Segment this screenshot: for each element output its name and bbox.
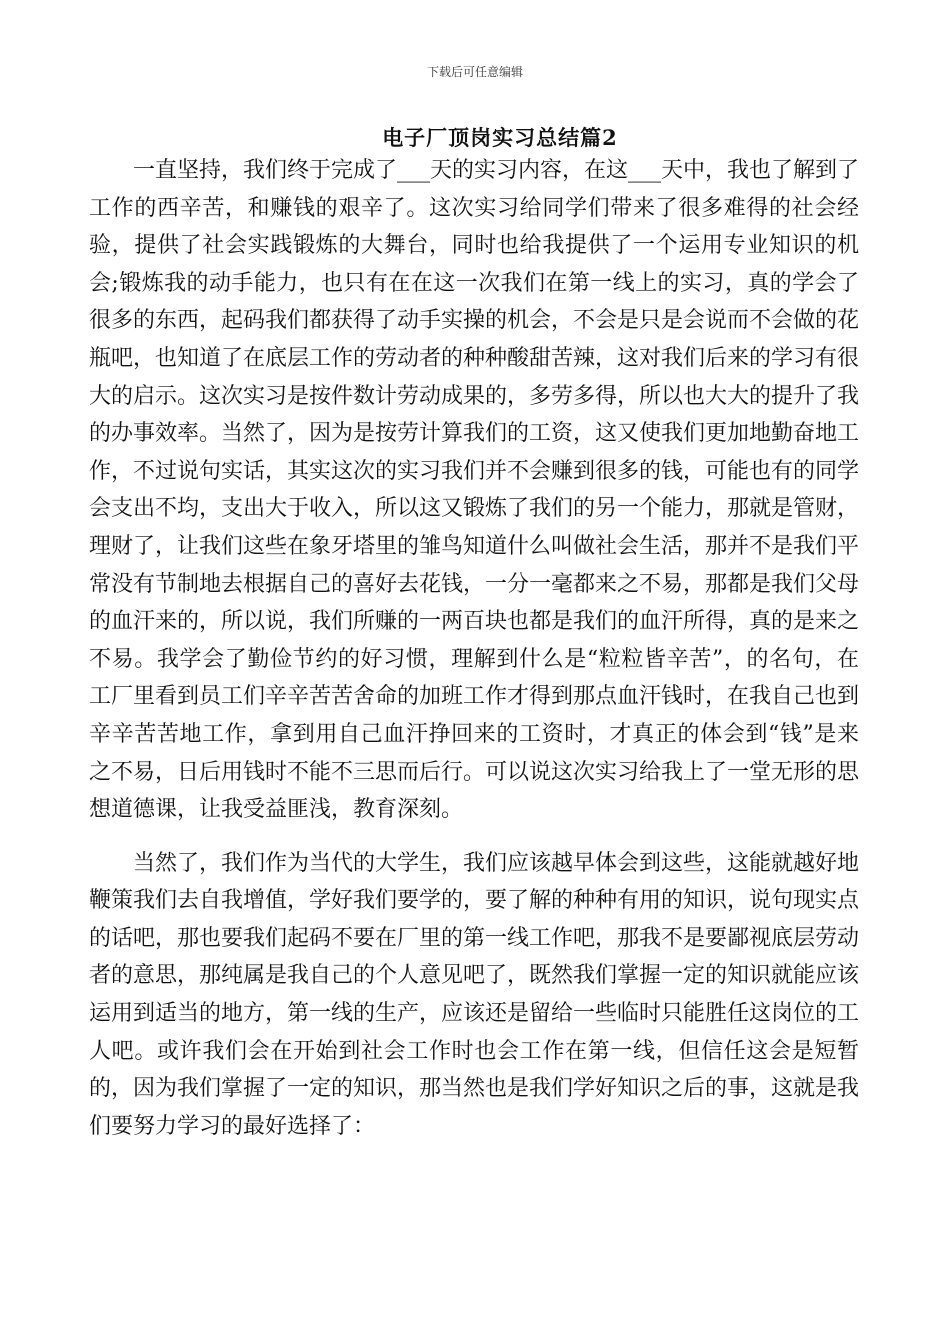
paragraph-1: 一直坚持，我们终于完成了___天的实习内容，在这___天中，我也了解到了工作的西辛苦，和赚钱的艰辛了。这次实习给同学们带来了很多难得的社会经验，提供了社会实践锻炼的大舞台，同时也给我提供了一个运用专业知识的机会;锻炼我的动手能力，也只有在在这一次我们在第一线上的实习，真的学会了很多的东西，起码我们都获得了动手实操的机会，不会是只是会说而不会做的花瓶吧，也知道了在底层工作的劳动者的种种酸甜苦辣，这对我们后来的学习有很大的启示。这次实习是按件数计劳动成果的，多劳多得，所以也大大的提升了我的办事效率。当然了，因为是按劳计算我们的工资，这又使我们更加地勤奋地工作，不过说句实话，其实这次的实习我们并不会赚到很多的钱，可能也有的同学会支出不均，支出大于收入，所以这又锻炼了我们的另一个能力，那就是管财，理财了，让我们这些在象牙塔里的雏鸟知道什么叫做社会生活，那并不是我们平常没有节制地去根据自己的喜好去花钱，一分一毫都来之不易，那都是我们父母的血汗来的，所以说，我们所赚的一两百块也都是我们的血汗所得，真的是来之不易。我学会了勤俭节约的好习惯，理解到什么是“粒粒皆辛苦”，的名句，在工厂里看到员工们辛辛苦苦舍命的加班工作才得到那点血汗钱时，在我自己也到辛辛苦苦地工作，拿到用自己血汗挣回来的工资时，才真正的体会到“钱”是来之不易，日后用钱时不能不三思而后行。可以说这次实习给我上了一堂无形的思想道德课，让我受益匪浅，教育深刻。 bbox=[89, 158, 860, 823]
header-note: 下载后可任意编辑 bbox=[426, 65, 523, 79]
document-body bbox=[89, 152, 859, 1145]
document-title: 电子厂顶岗实习总结篇2 bbox=[382, 125, 618, 150]
paragraph-2: 当然了，我们作为当代的大学生，我们应该越早体会到这些，这能就越好地鞭策我们去自我增值，学好我们要学的，要了解的种种有用的知识，说句现实点的话吧，那也要我们起码不要在厂里的第一线工作吧，那我不是要鄙视底层劳动者的意思，那纯属是我自己的个人意见吧了，既然我们掌握一定的知识就能应该运用到适当的地方，第一线的生产，应该还是留给一些临时只能胜任这岗位的工人吧。或许我们会在开始到社会工作时也会工作在第一线，但信任这会是短暂的，因为我们掌握了一定的知识，那当然也是我们学好知识之后的事，这就是我们要努力学习的最好选择了： bbox=[89, 850, 860, 1139]
